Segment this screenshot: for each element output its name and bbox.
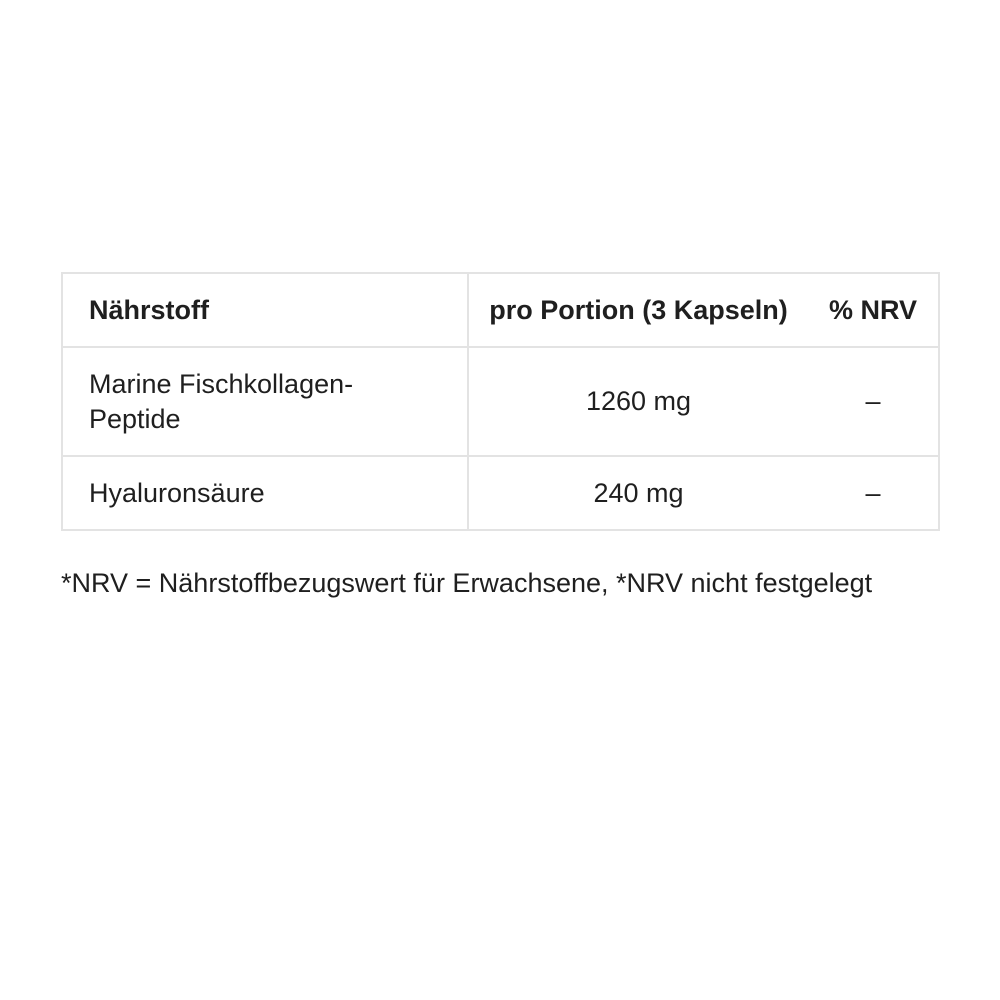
nutrient-name-line-1: Marine Fischkollagen- xyxy=(89,368,354,399)
nrv-value: – xyxy=(808,347,939,456)
per-portion-value: 1260 mg xyxy=(468,347,808,456)
table-row xyxy=(62,456,939,530)
nrv-footnote: *NRV = Nährstoffbezugswert für Erwachsene, *NRV nicht festgelegt xyxy=(61,568,873,598)
header-per-portion: pro Portion (3 Kapseln) xyxy=(468,273,808,347)
table-header-row xyxy=(62,273,939,347)
nutrient-name-line-2: Peptide xyxy=(89,403,181,434)
per-portion-value: 240 mg xyxy=(468,456,808,530)
nutrient-name-cell xyxy=(62,347,468,456)
nutrient-name-cell: Hyaluronsäure xyxy=(62,456,468,530)
header-nutrient: Nährstoff xyxy=(62,273,468,347)
nrv-value: – xyxy=(808,456,939,530)
header-nrv: % NRV xyxy=(808,273,939,347)
table-row xyxy=(62,347,939,456)
nutrition-table xyxy=(61,272,940,531)
